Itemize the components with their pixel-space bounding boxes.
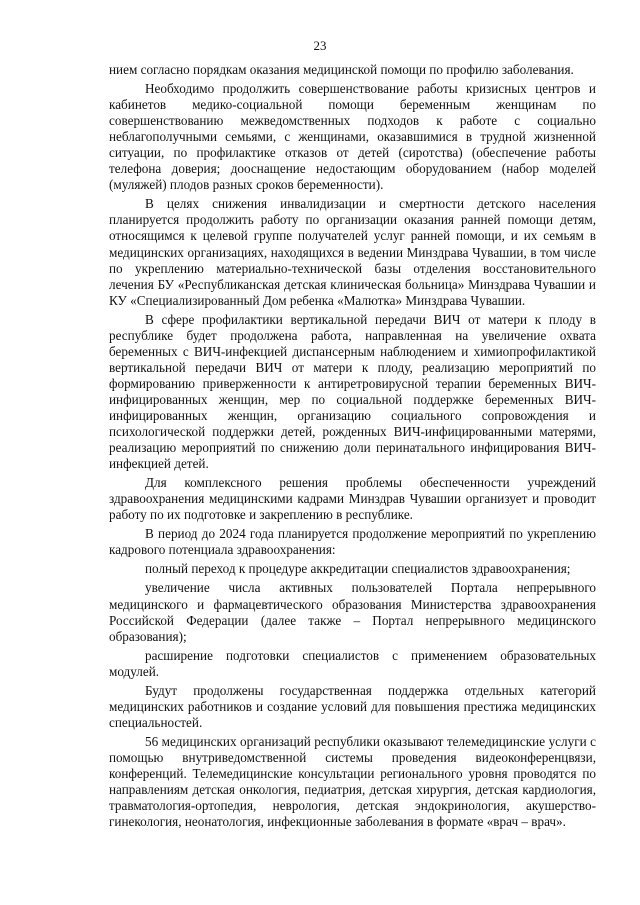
paragraph-telemedicine: 56 медицинских организаций республики оказывают телемедицинские услуги с помощью внутриведомственной системы проведения видеоконференцвязи, конференций. Телемедицинские консультации регионального уровня проводятся по направлениям детская онкология, педиатрия, детская хирургия, детская кардиология, травматология-ортопедия, неврология, детская эндокринология, акушерство-гинекология, неонатология, инфекционные заболевания в формате «врач – врач».	[109, 733, 596, 830]
document-body	[109, 62, 596, 833]
paragraph-hiv-prevention: В сфере профилактики вертикальной передачи ВИЧ от матери к плоду в республике будет продолжена работа, направленная на увеличение охвата беременных с ВИЧ-инфекцией диспансерным наблюдением и химиопрофилактикой вертикальной передачи ВИЧ от матери к плоду, реализацию мероприятий по формированию приверженности к антиретровирусной терапии беременных ВИЧ-инфицированных женщин, мер по социальной поддержке беременных ВИЧ-инфицированных женщин, организацию социального сопровождения и психологической поддержки детей, рожденных ВИЧ-инфицированными матерями, реализацию мероприятий по снижению доли перинатального инфицирования ВИЧ-инфекцией детей.	[109, 311, 596, 472]
list-item-training-modules: расширение подготовки специалистов с применением образовательных модулей.	[109, 647, 596, 679]
list-item-portal-users: увеличение числа активных пользователей Портала непрерывного медицинского и фармацевтического образования Министерства здравоохранения Российской Федерации (далее также – Портал непрерывного медицинского образования);	[109, 580, 596, 644]
paragraph-staffing: Для комплексного решения проблемы обеспеченности учреждений здравоохранения медицинскими кадрами Минздрав Чувашии организует и проводит работу по их подготовке и закреплению в республике.	[109, 475, 596, 523]
paragraph-state-support: Будут продолжены государственная поддержка отдельных категорий медицинских работников и создание условий для повышения престижа медицинских специальностей.	[109, 682, 596, 730]
list-item-accreditation: полный переход к процедуре аккредитации специалистов здравоохранения;	[145, 561, 571, 577]
page-number: 23	[313, 38, 327, 53]
paragraph-continuation: нием согласно порядкам оказания медицинской помощи по профилю заболевания.	[109, 62, 574, 77]
paragraph-crisis-centers: Необходимо продолжить совершенствование работы кризисных центров и кабинетов медико-социальной помощи беременным женщинам по совершенствованию межведомственных подходов к работе с социально неблагополучными семьями, с женщинами, оказавшимися в трудной жизненной ситуации, по профилактике отказов от детей (сиротства) (обеспечение работы телефона доверия; дооснащение недостающим оборудованием (набор моделей (муляжей) плодов разных сроков беременности).	[109, 81, 596, 193]
paragraph-early-help: В целях снижения инвалидизации и смертности детского населения планируется продолжить работу по организации оказания ранней помощи детям, относящимся к целевой группе получателей услуг ранней помощи, и их семьям в медицинских организациях, находящихся в ведении Минздрава Чувашии, в том числе по укреплению материально-технической базы отделения восстановительного лечения БУ «Республиканская детская клиническая больница» Минздрава Чувашии и КУ «Специализированный Дом ребенка «Малютка» Минздрава Чувашии.	[109, 196, 596, 308]
paragraph-plan-2024: В период до 2024 года планируется продолжение мероприятий по укреплению кадрового потенциала здравоохранения:	[109, 526, 596, 558]
